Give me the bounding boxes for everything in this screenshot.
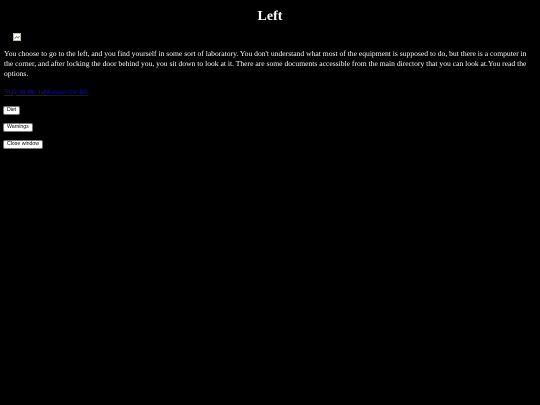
close-window-button[interactable]: Close window — [3, 140, 43, 149]
broken-image-icon — [13, 33, 21, 41]
story-text: You choose to go to the left, and you find yourself in some sort of laboratory. You don't understand what most of the equipment is supposed to do, but there is a computer in the corner, and after locking the door behind you, you sit down to look at it. There are some documents accessible from the main directory that you can look at.You read the options. — [4, 49, 527, 79]
choice-links — [4, 87, 89, 97]
diet-button[interactable]: Diet — [3, 106, 20, 115]
warnings-button[interactable]: Warnings — [3, 123, 33, 132]
leave-lab-link[interactable]: Leave the lab — [47, 87, 89, 96]
page-title: Left — [257, 9, 283, 24]
stay-in-lab-link[interactable]: Stay in the lab — [4, 87, 48, 96]
